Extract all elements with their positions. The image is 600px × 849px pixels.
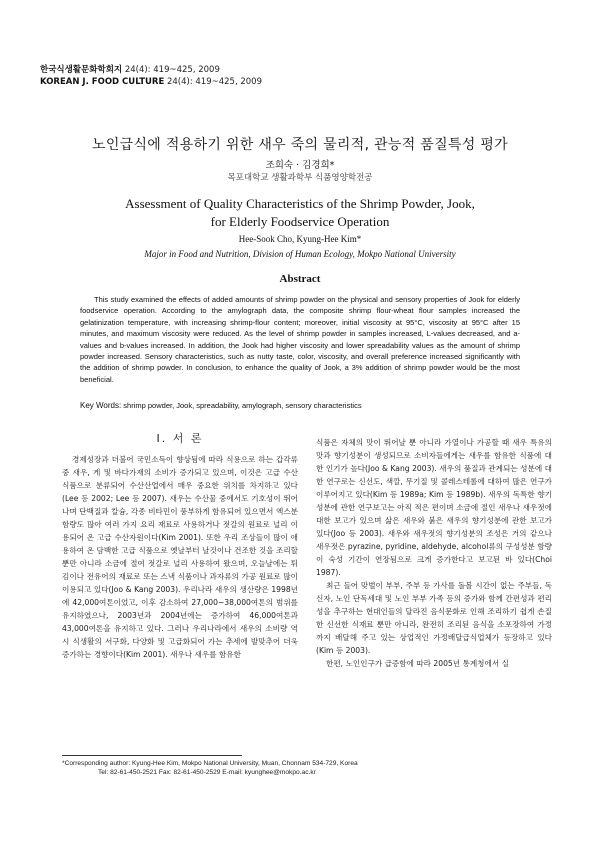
authors-ko: 조희숙 · 김경희* xyxy=(265,160,335,171)
authors-en: Hee-Sook Cho, Kyung-Hee Kim* xyxy=(238,234,362,244)
abstract-heading: Abstract xyxy=(279,273,321,285)
right-column xyxy=(316,436,552,670)
keywords-text: shrimp powder, Jook, spreadability, amylograph, sensory characteristics xyxy=(123,401,362,410)
right-paragraph: 최근 들어 맞벌이 부부, 주부 등 가사를 돌볼 시간이 없는 주부들, 독신자, 노인 단독세대 및 노인 부부 가족 등의 증가와 함께 간편성과 편리성을 추구하는 현대인들의 달라진 음식문화로 인해 조리하기 쉽게 손질한 신선한 식재료 뿐만 아니라, 완전히 조리된 음식을 소포장하여 가정까지 배달해 주고 있는 상업적인 가정배달급식업체가 등장하고 있다(Kim 등 2003). xyxy=(316,581,552,655)
affiliation-ko: 목포대학교 생활과학부 식품영양학전공 xyxy=(227,173,373,183)
right-paragraph: 식품은 자체의 맛이 뛰어날 뿐 아니라 가열이나 가공할 때 새우 특유의 맛과 향기성분이 생성되므로 소비자들에게는 새우를 함유한 식품에 대한 인기가 높다(Joo & Kang 2003). 새우의 품질과 관계되는 성분에 대한 연구로는 신선도, 색깔, 무기질 및 콜레스테롤에 대하여 많은 연구가 이루어지고 있다(Kim 등 1989a; Kim 등 1989b). 새우의 독특한 향기성분에 관한 연구보고는 아직 적은 편이며 소금에 절인 새우나 새우젓에 대한 보고가 있으며 삶은 새우와 붉은 새우의 향기성분에 관한 보고가 있다(Joo 등 2003). 새우와 새우젓의 향기성분의 조성은 거의 같으나 새우젓은 pyrazine, pyridine, aldehyde, alcohol류의 구성성분 함량이 숙성 기간이 연장됨으로 크게 증가한다고 보고된 바 있다(Choi 1987). xyxy=(316,438,552,577)
keywords-label: Key Words: xyxy=(80,401,122,410)
footnote-divider xyxy=(62,755,242,756)
footnote-line: *Corresponding author: Kyung-Hee Kim, Mokpo National University, Muan, Chonnam 534-729, Korea xyxy=(62,760,358,767)
footnote-line: Tel: 82-61-450-2521 Fax: 82-61-450-2529 E-mail: kyunghee@mokpo.ac.kr xyxy=(98,769,316,776)
right-paragraph: 한편, 노인인구가 급증함에 따라 2005년 통계청에서 실 xyxy=(326,659,509,668)
left-paragraph: 경제성장과 더불어 국민소득이 향상됨에 따라 식용으로 하는 갑각류 중 새우, 게 및 바다가재의 소비가 증가되고 있으며, 이것은 고급 수산 식품으로 분류되어 수산산업에서 매우 중요한 위치를 차지하고 있다(Lee 등 2002; Lee 등 2007). 새우는 수산물 중에서도 기호성이 뛰어나며 단백질과 칼슘, 각종 비타민이 풍부하게 함유되어 있으면서 엑스분 함량도 많아 여러 가지 요리 재료로 사용하거나 젓갈의 원료로 널리 이용되어 온 고급 수산자원이다(Kim 2001). 또한 우리 조상들이 많이 애용하여 온 담백한 고급 식품으로 옛날부터 날것이나 건조한 것을 조리할 뿐만 아니라 소금에 절여 젓갈로 널리 사용하여 왔으며, 오늘날에는 튀김이나 전유어의 재료로 또는 스낵 식품이나 과자류의 가공 원료로 많이 이용되고 있다(Joo & Kang 2003). 우리나라 새우의 생산량은 1998년에 42,000여톤이었고, 이후 감소하여 27,000~38,000여톤의 범위를 유지하였으나, 2003년과 2004년에는 증가하여 46,000여톤과 43,000여톤을 유지하고 있다. 그러나 우리나라에서 새우의 소비량 역시 식생활의 서구화, 다양화 및 고급화되어 가는 추세에 발맞추어 더욱 증가하는 경향이다(Kim 2001). 새우나 새우를 함유한 xyxy=(62,455,298,659)
journal-issue-ko: 24(4): 419~425, 2009 xyxy=(124,65,220,75)
journal-header xyxy=(40,64,262,88)
journal-issue-en: 24(4): 419~425, 2009 xyxy=(166,77,262,87)
journal-name-en: KOREAN J. FOOD CULTURE xyxy=(40,77,165,87)
paper-title-en-line1: Assessment of Quality Characteristics of the Shrimp Powder, Jook, xyxy=(125,196,475,211)
left-column xyxy=(62,430,298,661)
paper-title-en xyxy=(0,195,600,231)
footnote xyxy=(62,759,358,777)
affiliation-en: Major in Food and Nutrition, Division of Human Ecology, Mokpo National University xyxy=(144,249,456,259)
paper-title-en-line2: for Elderly Foodservice Operation xyxy=(210,214,390,229)
keywords xyxy=(80,401,362,410)
section-heading: I. 서 론 xyxy=(156,432,204,445)
journal-name-ko: 한국식생활문화학회지 xyxy=(40,65,123,75)
paper-title-ko: 노인급식에 적용하기 위한 새우 죽의 물리적, 관능적 품질특성 평가 xyxy=(92,137,508,153)
abstract-body: This study examined the effects of added amounts of shrimp powder on the physical and sensory properties of Jook for elderly foodservice operation. According to the amylograph data, the composite shrimp flour-wheat flour samples increased the gelatinization temperature, with increasing shrimp-flour content; moreover, initial viscosity at 95°C, viscosity at 95°C after 15 minutes, and maximum viscosity were reduced. As the level of shrimp powder in samples increased, L-values decreased, and a-values and b-values increased. In addition, the Jook had higher viscosity and lower spreadability values as the amount of shrimp powder increased. Sensory characteristics, such as nutty taste, color, viscosity, and overall preference increased significantly with the addition of shrimp powder. In conclusion, to enhance the quality of Jook, a 3% addition of shrimp powder would be the most beneficial. xyxy=(80,295,520,384)
